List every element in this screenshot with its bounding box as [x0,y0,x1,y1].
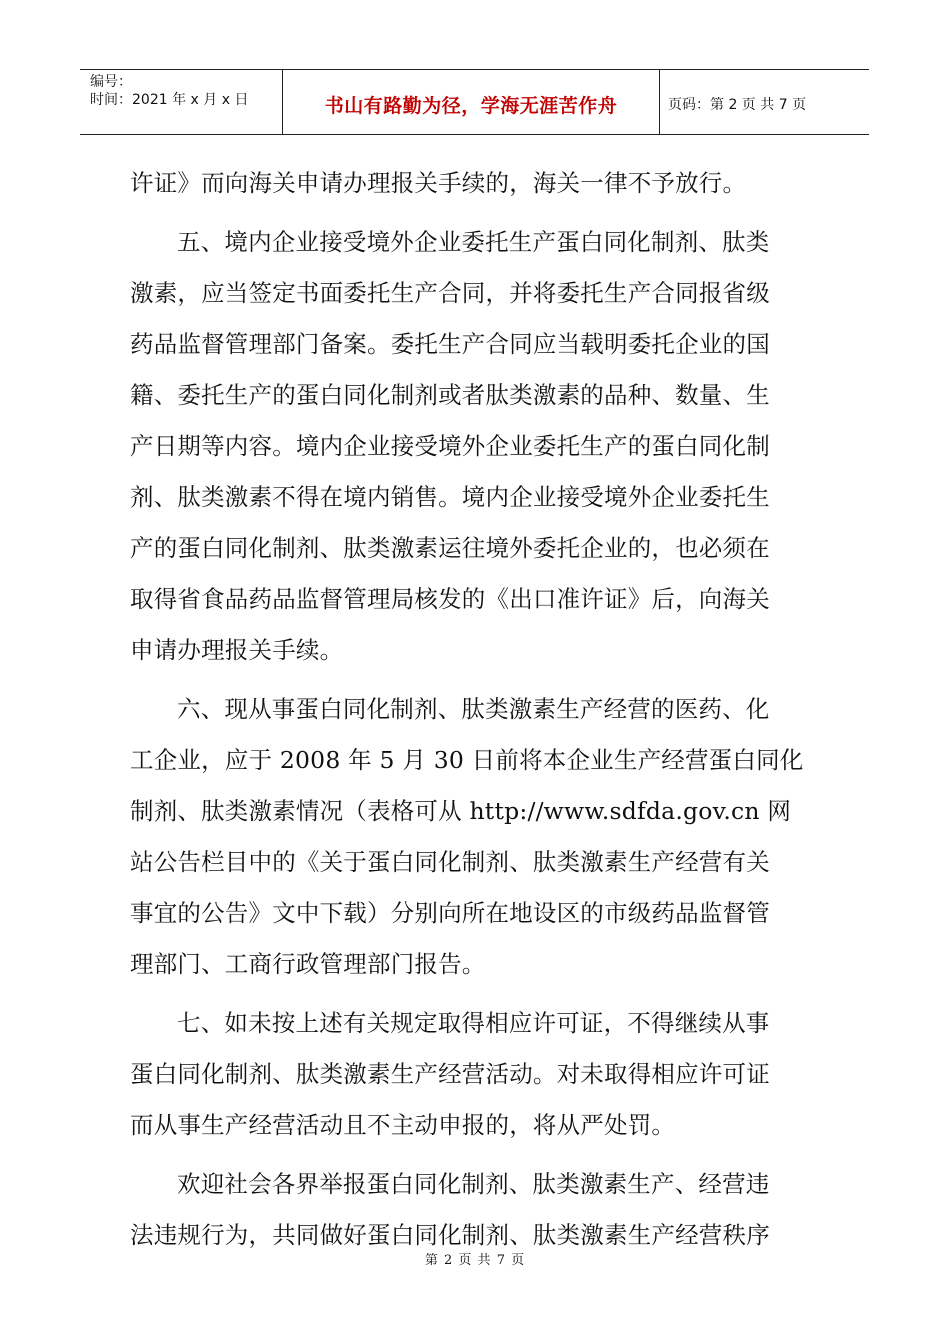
text-line: 理部门、工商行政管理部门报告。 [130,950,486,978]
text-line: 籍、委托生产的蛋白同化制剂或者肽类激素的品种、数量、生 [130,381,770,409]
text-line: 工企业，应于 2008 年 5 月 30 日前将本企业生产经营蛋白同化 [130,746,804,774]
text-line: 而从事生产经营活动且不主动申报的，将从严处罚。 [130,1111,676,1139]
text-line: 药品监督管理部门备案。委托生产合同应当载明委托企业的国 [130,330,770,358]
document-header [80,69,869,135]
header-motto: 书山有路勤为径，学海无涯苦作舟 [283,70,660,134]
text-line: 剂、肽类激素不得在境内销售。境内企业接受境外企业委托生 [130,483,770,511]
text-line: 六、现从事蛋白同化制剂、肽类激素生产经营的医药、化 [177,695,770,723]
text-line: 七、如未按上述有关规定取得相应许可证，不得继续从事 [177,1009,770,1037]
header-meta-cell [80,70,283,134]
text-line: 站公告栏目中的《关于蛋白同化制剂、肽类激素生产经营有关 [130,848,770,876]
paragraph [130,217,820,676]
text-line: 许证》而向海关申请办理报关手续的，海关一律不予放行。 [130,169,747,197]
paragraph [130,158,820,209]
paragraph [130,1159,820,1261]
text-line: 激素，应当签定书面委托生产合同，并将委托生产合同报省级 [130,279,770,307]
text-line: 取得省食品药品监督管理局核发的《出口准许证》后，向海关 [130,585,770,613]
document-body [130,158,820,1261]
paragraph [130,998,820,1151]
text-line: 制剂、肽类激素情况（表格可从 http://www.sdfda.gov.cn 网 [130,797,792,825]
paragraph [130,684,820,990]
text-line: 事宜的公告》文中下载）分别向所在地设区的市级药品监督管 [130,899,770,927]
header-page-info: 页码：第 2 页 共 7 页 [668,97,807,113]
text-line: 五、境内企业接受境外企业委托生产蛋白同化制剂、肽类 [177,228,770,256]
text-line: 蛋白同化制剂、肽类激素生产经营活动。对未取得相应许可证 [130,1060,770,1088]
document-number-label: 编号： [90,74,132,90]
text-line: 产日期等内容。境内企业接受境外企业委托生产的蛋白同化制 [130,432,770,460]
text-line: 申请办理报关手续。 [130,636,344,664]
text-line: 欢迎社会各界举报蛋白同化制剂、肽类激素生产、经营违 [177,1170,770,1198]
document-time-label: 时间：2021 年 x 月 x 日 [90,92,249,108]
text-line: 法违规行为，共同做好蛋白同化制剂、肽类激素生产经营秩序 [130,1221,770,1249]
page-footer: 第 2 页 共 7 页 [424,1253,526,1268]
text-line: 产的蛋白同化制剂、肽类激素运往境外委托企业的，也必须在 [130,534,770,562]
